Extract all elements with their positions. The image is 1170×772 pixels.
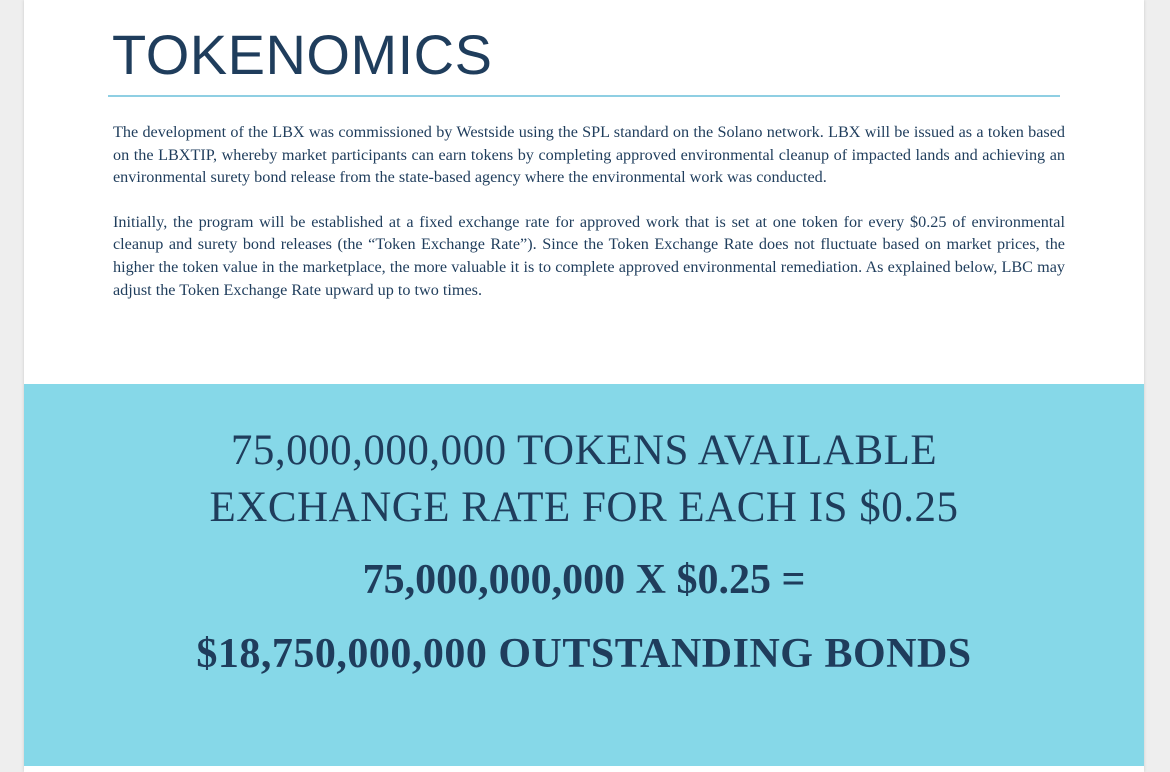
paragraph-exchange-rate: Initially, the program will be established at a fixed exchange rate for approved work that is set at one token for every $0.25 of environmental cleanup and surety bond releases (the “Token Exchange Rate”). Since the Token Exchange Rate does not fluctuate based on market prices, the higher the token value in the marketplace, the more valuable it is to complete approved environmental remediation. As explained below, LBC may adjust the Token Exchange Rate upward up to two times. — [113, 212, 1065, 299]
calculation-line: 75,000,000,000 X $0.25 = — [362, 557, 806, 603]
page-title: TOKENOMICS — [112, 23, 493, 86]
tokens-available-line: 75,000,000,000 TOKENS AVAILABLE — [230, 427, 938, 474]
document-page — [24, 0, 1144, 772]
paragraph-development: The development of the LBX was commissioned by Westside using the SPL standard on the Solano network. LBX will be issued as a token based on the LBXTIP, whereby market participants can earn tokens by completing approved environmental cleanup of impacted lands and achieving an environmental surety bond release from the state-based agency where the environmental work was conducted. — [113, 123, 1065, 187]
exchange-rate-line: EXCHANGE RATE FOR EACH IS $0.25 — [209, 484, 959, 531]
outstanding-bonds-line: $18,750,000,000 OUTSTANDING BONDS — [196, 631, 972, 677]
body-text — [113, 121, 1065, 323]
title-divider — [108, 95, 1060, 97]
highlight-band — [24, 384, 1144, 766]
